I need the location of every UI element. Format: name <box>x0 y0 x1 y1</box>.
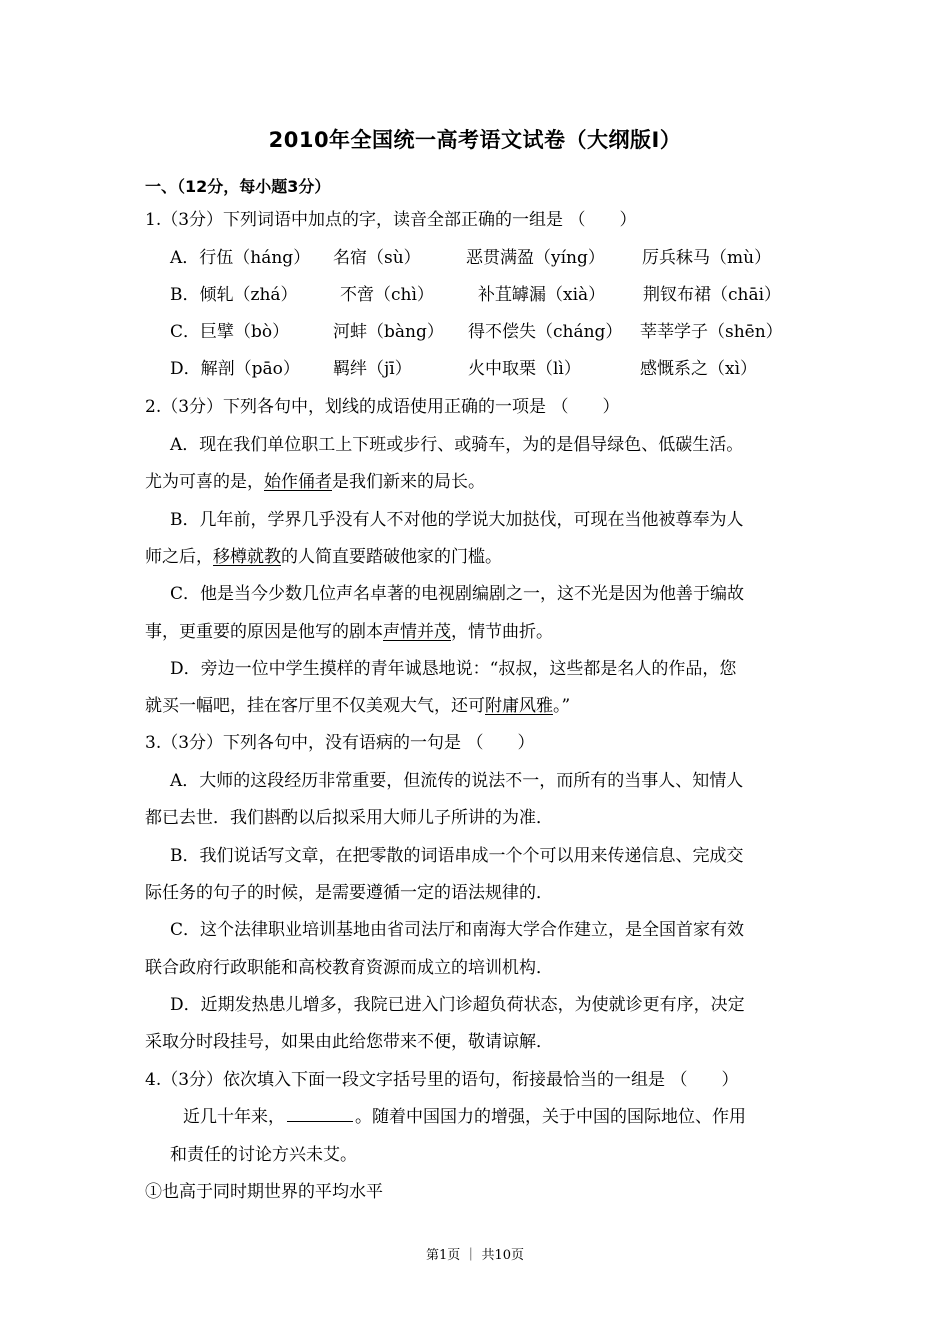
question-2-option-b: B．几年前，学界几乎没有人不对他的学说大加挞伐，可现在当他被尊奉为人 <box>170 510 744 530</box>
option-cell: 不啻（chì） <box>340 285 434 305</box>
page-footer: 第1页 ｜ 共10页 <box>425 1248 525 1263</box>
underlined-idiom: 移樽就教 <box>213 547 281 567</box>
option-cell: 得不偿失（cháng） <box>468 322 623 342</box>
text: 近几十年来， <box>183 1107 285 1127</box>
question-2-stem: 2.（3分）下列各句中，划线的成语使用正确的一项是 （ ） <box>145 397 620 417</box>
page-title: 2010年全国统一高考语文试卷（大纲版Ⅰ） <box>268 128 682 152</box>
text: 。随着中国国力的增强，关于中国的国际地位、作用 <box>355 1107 746 1127</box>
question-3-option-b-cont: 际任务的句子的时候，是需要遵循一定的语法规律的． <box>145 883 553 903</box>
question-2-option-a: A．现在我们单位职工上下班或步行、或骑车，为的是倡导绿色、低碳生活。 <box>170 435 744 455</box>
question-2-option-b-cont <box>145 545 502 569</box>
text: 尤为可喜的是， <box>145 472 264 492</box>
question-3-option-c: C．这个法律职业培训基地由省司法厅和南海大学合作建立，是全国首家有效 <box>170 920 745 940</box>
option-cell: 莘莘学子（shēn） <box>640 322 783 342</box>
text: ，情节曲折。 <box>451 622 553 642</box>
question-2-option-c: C．他是当今少数几位声名卓著的电视剧编剧之一，这不光是因为他善于编故 <box>170 584 745 604</box>
text: 是我们新来的局长。 <box>332 472 485 492</box>
question-3-option-a-cont: 都已去世．我们斟酌以后拟采用大师儿子所讲的为准． <box>145 808 553 828</box>
question-4-passage-cont: 和责任的讨论方兴未艾。 <box>170 1145 357 1165</box>
text: 事，更重要的原因是他写的剧本 <box>145 622 383 642</box>
question-3-option-a: A．大师的这段经历非常重要，但流传的说法不一，而所有的当事人、知情人 <box>170 771 744 791</box>
option-cell: 感慨系之（xì） <box>640 359 758 379</box>
option-cell: 羁绊（jī） <box>333 359 412 379</box>
text: 。” <box>553 696 571 716</box>
option-cell: C．巨擘（bò） <box>170 322 290 342</box>
question-2-option-d-cont <box>145 694 570 718</box>
question-2-option-d: D．旁边一位中学生摸样的青年诚恳地说：“叔叔，这些都是名人的作品，您 <box>170 659 737 679</box>
underlined-idiom: 始作俑者 <box>264 472 332 492</box>
option-cell: 补苴罅漏（xià） <box>478 285 606 305</box>
text: 的人简直要踏破他家的门槛。 <box>281 547 502 567</box>
question-4-passage <box>183 1105 746 1129</box>
question-3-option-c-cont: 联合政府行政职能和高校教育资源而成立的培训机构． <box>145 958 553 978</box>
option-cell: D．解剖（pāo） <box>170 359 300 379</box>
underlined-idiom: 附庸风雅 <box>485 696 553 716</box>
text: 就买一幅吧，挂在客厅里不仅美观大气，还可 <box>145 696 485 716</box>
question-3-option-d: D．近期发热患儿增多，我院已进入门诊超负荷状态，为使就诊更有序，决定 <box>170 995 745 1015</box>
option-cell: 厉兵秣马（mù） <box>642 248 772 268</box>
option-cell: A．行伍（háng） <box>170 248 311 268</box>
option-cell: 名宿（sù） <box>333 248 421 268</box>
question-4-stem: 4.（3分）依次填入下面一段文字括号里的语句，衔接最恰当的一组是 （ ） <box>145 1070 739 1090</box>
underlined-idiom: 声情并茂 <box>383 622 451 642</box>
option-cell: 河蚌（bàng） <box>333 322 444 342</box>
question-1-stem: 1.（3分）下列词语中加点的字，读音全部正确的一组是 （ ） <box>145 210 637 230</box>
option-cell: 恶贯满盈（yíng） <box>466 248 605 268</box>
fill-blank <box>287 1105 353 1122</box>
question-2-option-a-cont <box>145 470 485 494</box>
question-4-item-1: ①也高于同时期世界的平均水平 <box>145 1182 383 1202</box>
question-2-option-c-cont <box>145 620 553 644</box>
option-cell: 荆钗布裙（chāi） <box>643 285 782 305</box>
question-3-option-b: B．我们说话写文章，在把零散的词语串成一个个可以用来传递信息、完成交 <box>170 846 744 866</box>
question-3-stem: 3.（3分）下列各句中，没有语病的一句是 （ ） <box>145 733 535 753</box>
text: 师之后， <box>145 547 213 567</box>
section-heading: 一、（12分，每小题3分） <box>145 177 331 196</box>
option-cell: 火中取栗（lì） <box>468 359 581 379</box>
question-3-option-d-cont: 采取分时段挂号，如果由此给您带来不便，敬请谅解． <box>145 1032 553 1052</box>
option-cell: B．倾轧（zhá） <box>170 285 298 305</box>
